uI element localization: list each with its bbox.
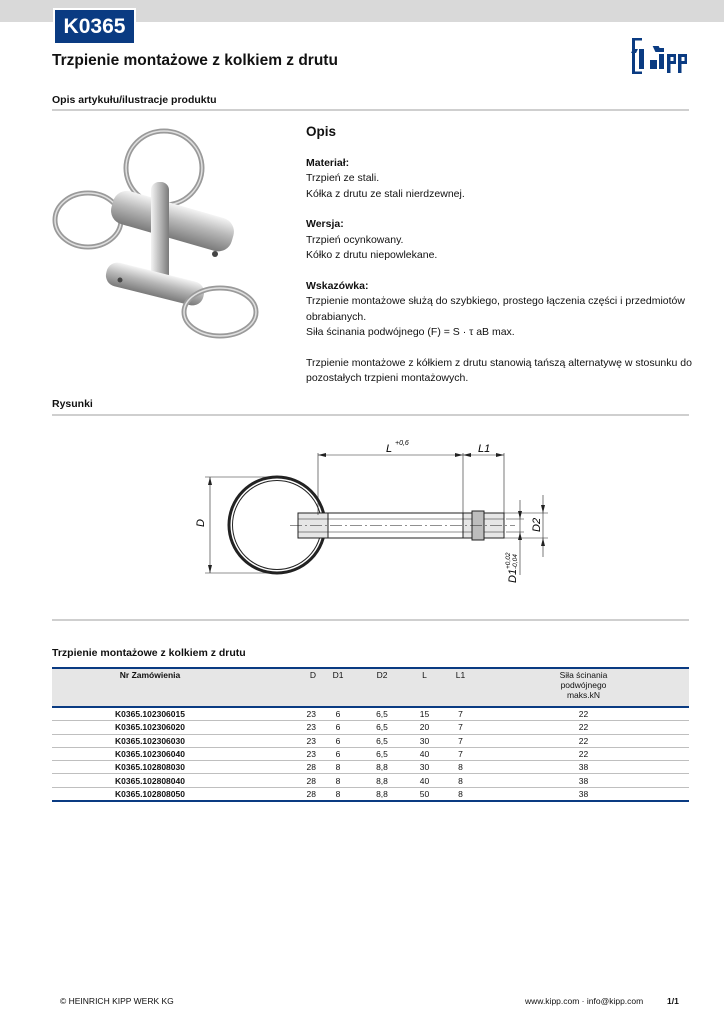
version-heading: Wersja: [306, 218, 344, 230]
section-label-drawings: Rysunki [52, 398, 93, 410]
cell-l: 50 [406, 787, 443, 801]
cell-d2: 8,8 [358, 761, 406, 774]
cell-force: 22 [478, 721, 689, 734]
cell-force: 38 [478, 761, 689, 774]
material-line: Kółka z drutu ze stali nierdzewnej. [306, 187, 465, 200]
version-line: Kółko z drutu niepowlekane. [306, 249, 438, 261]
section-divider [52, 414, 689, 416]
cell-l1: 8 [443, 774, 478, 787]
col-header-l1: L1 [443, 668, 478, 707]
col-header-d: D [248, 668, 318, 707]
table-row [52, 707, 689, 721]
cell-d: 23 [248, 747, 318, 760]
cell-force: 38 [478, 774, 689, 787]
cell-d2: 8,8 [358, 774, 406, 787]
dimension-label-d1-tol-lower: -0,04 [512, 554, 519, 569]
cell-d: 23 [248, 734, 318, 747]
cell-d: 28 [248, 774, 318, 787]
version-block [306, 217, 696, 264]
note-block [306, 279, 696, 341]
cell-d2: 6,5 [358, 747, 406, 760]
cell-l: 30 [406, 761, 443, 774]
cell-d2: 8,8 [358, 787, 406, 801]
dimension-label-d2: D2 [531, 517, 543, 532]
cell-d1: 8 [318, 787, 358, 801]
col-header-d2: D2 [358, 668, 406, 707]
cell-l: 40 [406, 747, 443, 760]
cell-order-number: K0365.102808030 [52, 761, 248, 774]
material-heading: Materiał: [306, 156, 350, 169]
section-divider [52, 619, 689, 621]
page-title: Trzpienie montażowe z kolkiem z drutu [52, 52, 338, 69]
table-title: Trzpienie montażowe z kolkiem z drutu [52, 647, 246, 659]
col-header-l: L [406, 668, 443, 707]
note-line: Siła ścinania podwójnego (F) = S · τ aB max. [306, 326, 515, 338]
cell-d: 23 [248, 721, 318, 734]
cell-order-number: K0365.102306030 [52, 734, 248, 747]
cell-order-number: K0365.102306040 [52, 747, 248, 760]
cell-force: 38 [478, 787, 689, 801]
cell-l: 15 [406, 707, 443, 721]
cell-order-number: K0365.102306020 [52, 721, 248, 734]
extra-line: Trzpienie montażowe z kółkiem z drutu stanowią tańszą alternatywę w stosunku do [306, 356, 692, 369]
cell-l1: 8 [443, 761, 478, 774]
cell-l1: 7 [443, 707, 478, 721]
cell-d1: 6 [318, 707, 358, 721]
col-header-nr: Nr Zamówienia [52, 668, 248, 707]
footer-copyright: © HEINRICH KIPP WERK KG [60, 996, 174, 1006]
col-header-force: Siła ścinania podwójnego maks.kN [478, 668, 689, 707]
cell-d1: 8 [318, 774, 358, 787]
table-row [52, 721, 689, 734]
table-row [52, 747, 689, 760]
note-heading: Wskazówka: [306, 279, 369, 292]
technical-drawing [190, 435, 570, 590]
dimension-label-d: D [195, 519, 207, 527]
cell-d2: 6,5 [358, 707, 406, 721]
cell-d1: 6 [318, 734, 358, 747]
cell-l: 40 [406, 774, 443, 787]
material-line: Trzpień ze stali. [306, 172, 380, 184]
cell-l: 20 [406, 721, 443, 734]
table-row [52, 774, 689, 787]
cell-d1: 6 [318, 721, 358, 734]
cell-d1: 6 [318, 747, 358, 760]
cell-order-number: K0365.102808050 [52, 787, 248, 801]
cell-d2: 6,5 [358, 721, 406, 734]
product-image [50, 120, 265, 345]
cell-l1: 7 [443, 721, 478, 734]
note-line: obrabianych. [306, 310, 367, 323]
note-line: Trzpienie montażowe służą do szybkiego, prostego łączenia części i przedmiotów [306, 295, 685, 307]
extra-block [306, 356, 696, 387]
cell-l1: 8 [443, 787, 478, 801]
section-divider [52, 109, 689, 111]
description-heading: Opis [306, 124, 337, 139]
description-block [306, 124, 696, 402]
cell-d2: 6,5 [358, 734, 406, 747]
table-row [52, 734, 689, 747]
dimension-label-l1: L1 [478, 443, 491, 455]
order-table [52, 667, 689, 802]
footer-page-number: 1/1 [667, 996, 679, 1006]
cell-order-number: K0365.102808040 [52, 774, 248, 787]
cell-d: 23 [248, 707, 318, 721]
section-label-description: Opis artykułu/ilustracje produktu [52, 94, 217, 106]
product-code-badge: K0365 [55, 10, 134, 43]
cell-l1: 7 [443, 734, 478, 747]
dimension-label-l: L [386, 443, 393, 455]
cell-d: 28 [248, 761, 318, 774]
table-row [52, 787, 689, 801]
footer-contact: www.kipp.com · info@kipp.com [525, 996, 644, 1006]
table-row [52, 761, 689, 774]
cell-force: 22 [478, 747, 689, 760]
extra-line: pozostałych trzpieni montażowych. [306, 372, 469, 384]
col-header-d1: D1 [318, 668, 358, 707]
dimension-label-d1: D1 [507, 568, 519, 583]
cell-l1: 7 [443, 747, 478, 760]
cell-force: 22 [478, 707, 689, 721]
dimension-label-l-tol: +0,6 [395, 440, 409, 447]
kipp-logo [628, 36, 690, 76]
material-block [306, 156, 696, 203]
cell-d: 28 [248, 787, 318, 801]
cell-order-number: K0365.102306015 [52, 707, 248, 721]
table-header-row [52, 668, 689, 707]
cell-force: 22 [478, 734, 689, 747]
cell-l: 30 [406, 734, 443, 747]
version-line: Trzpień ocynkowany. [306, 233, 404, 246]
cell-d1: 8 [318, 761, 358, 774]
dimension-label-d1-tol-upper: +0,02 [505, 552, 512, 569]
